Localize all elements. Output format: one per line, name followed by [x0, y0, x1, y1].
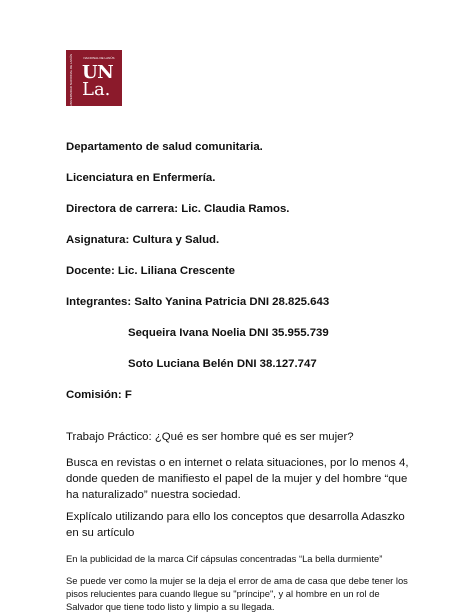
members-line: Integrantes: Salto Yanina Patricia DNI 28.825.643 — [66, 296, 330, 308]
member-line-3: Soto Luciana Belén DNI 38.127.747 — [128, 358, 317, 370]
member-line-2: Sequeira Ivana Noelia DNI 35.955.739 — [128, 327, 329, 339]
teacher-line: Docente: Lic. Liliana Crescente — [66, 265, 236, 277]
assignment-instruction-2: Explícalo utilizando para ello los conceptos que desarrolla Adaszko en su artículo — [66, 511, 405, 539]
example-heading: En la publicidad de la marca Cif cápsulas concentradas “La bella durmiente” — [66, 553, 383, 564]
logo-initials-bottom: La. — [82, 79, 111, 100]
assignment-instruction-1: Busca en revistas o en internet o relata situaciones, por lo menos 4, donde queden de manifiesto el papel de la mujer y del hombre “que ha naturalizado” nuestra sociedad. — [66, 457, 409, 501]
subject-line: Asignatura: Cultura y Salud. — [66, 234, 220, 246]
logo-arc-text: NACIONAL DE LANÚS — [83, 56, 115, 60]
example-paragraph: Se puede ver como la mujer se la deja el error de ama de casa que debe tener los pisos relucientes para cuando llegue su "príncipe", y al hombre en un rol de Salvador que tiene todo listo y limpio a su llegada. — [66, 575, 408, 612]
degree-line: Licenciatura en Enfermería. — [66, 172, 216, 184]
logo-band — [69, 54, 79, 106]
logo-initials-top: UN — [82, 62, 114, 83]
commission-line: Comisión: F — [66, 389, 132, 401]
logo-initials — [82, 64, 122, 99]
department-line: Departamento de salud comunitaria. — [66, 141, 263, 153]
university-logo — [66, 50, 122, 106]
director-line: Directora de carrera: Lic. Claudia Ramos. — [66, 203, 290, 215]
assignment-title: Trabajo Práctico: ¿Qué es ser hombre qué es ser mujer? — [66, 431, 354, 443]
logo-band-text: UNIVERSIDAD NACIONAL DE LANÚS — [69, 54, 73, 106]
